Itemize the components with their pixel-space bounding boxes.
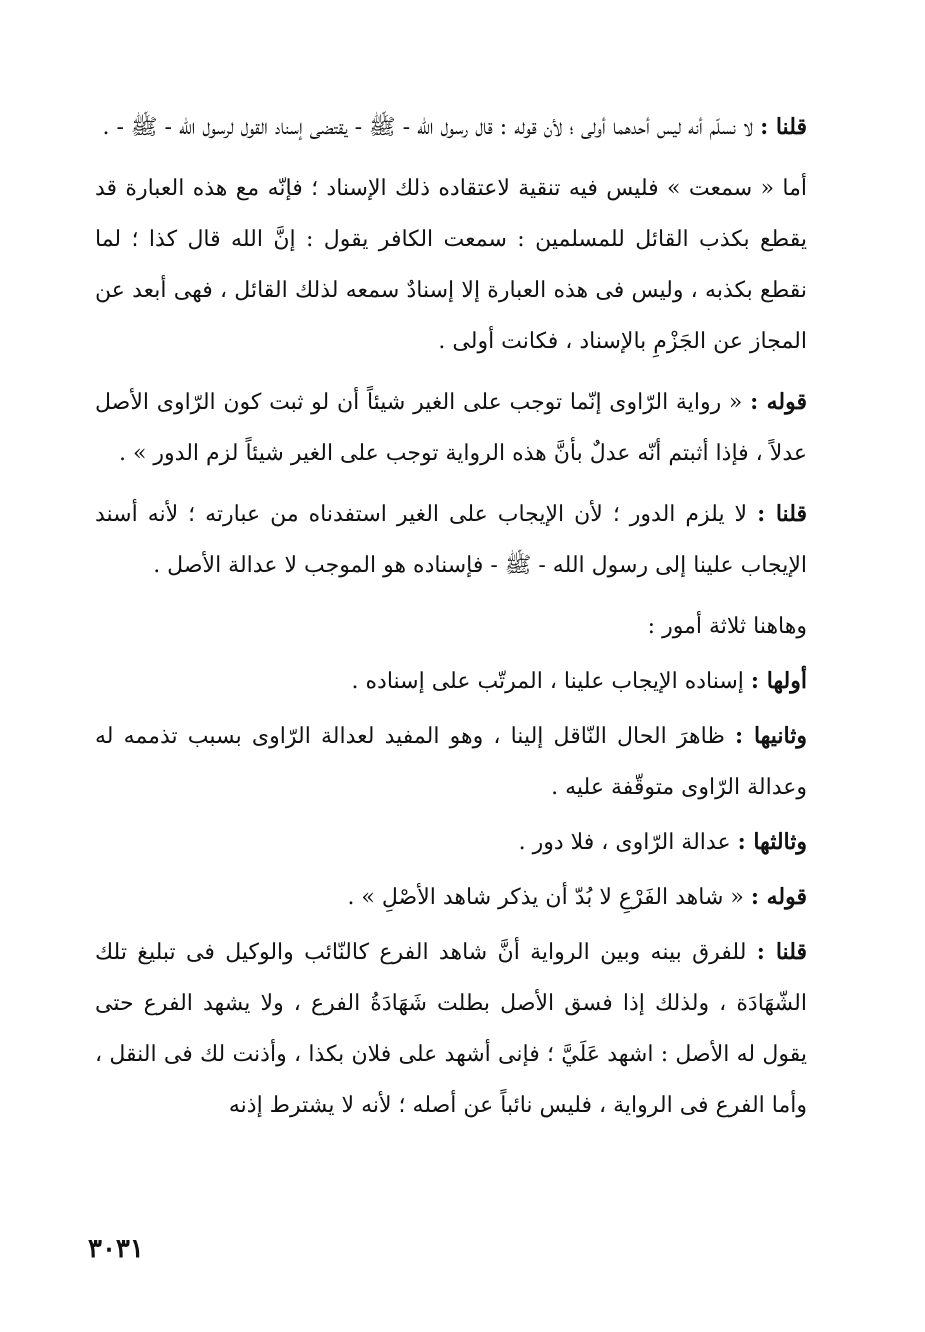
paragraph-text: لا نسلّم أنه ليس أحدهما أولى ؛ لأن قوله : قال رسول الله - ﷺ - يقتضى إسناد القول لرسول الله - ﷺ - . <box>102 115 761 140</box>
paragraph-10 <box>95 927 807 1131</box>
paragraph-3 <box>95 377 807 479</box>
paragraph-text: إسناده الإيجاب علينا ، المرتّب على إسناده . <box>351 669 751 694</box>
paragraph-lead: قلنا : <box>756 939 807 965</box>
paragraph-lead: قوله : <box>750 884 807 910</box>
paragraph-text: « شاهد الفَرْعِ لا بُدّ أن يذكر شاهد الأصْلِ » . <box>347 885 751 910</box>
paragraph-lead: وثانيها : <box>735 723 807 749</box>
paragraph-text: أما « سمعت » فليس فيه تنقية لاعتقاده ذلك الإسناد ؛ فإنّه مع هذه العبارة قد يقطع بكذب القائل للمسلمين : سمعت الكافر يقول : إنَّ الله قال كذا ؛ لما نقطع بكذبه ، وليس فى هذه العبارة إلا إسنادٌ سمعه لذلك القائل ، فهى أبعد عن المجاز عن الجَزْمِ بالإسناد ، فكانت أولى . <box>95 176 807 354</box>
paragraph-2 <box>95 163 807 367</box>
paragraph-lead: قلنا : <box>757 501 807 527</box>
paragraph-9 <box>95 872 807 923</box>
paragraph-5 <box>95 601 807 652</box>
paragraph-text: وهاهنا ثلاثة أمور : <box>647 614 807 639</box>
paragraph-lead: قوله : <box>750 389 807 415</box>
page-number: ٣٠٣١ <box>88 1234 144 1264</box>
paragraph-4 <box>95 489 807 591</box>
paragraph-text: ظاهرَ الحال النّاقل إلينا ، وهو المفيد لعدالة الرّاوى بسبب تذممه له وعدالة الرّاوى متوقّفة عليه . <box>95 724 807 800</box>
paragraph-1 <box>95 102 807 153</box>
paragraph-lead: قلنا : <box>760 114 807 140</box>
paragraph-7 <box>95 711 807 813</box>
paragraph-text: « رواية الرّاوى إنّما توجب على الغير شيئاً أن لو ثبت كون الرّاوى الأصل عدلاً ، فإذا أثبتم أنّه عدلٌ بأنَّ هذه الرواية توجب على الغير شيئاً لزم الدور » . <box>95 390 807 466</box>
paragraph-lead: وثالثها : <box>737 829 807 855</box>
paragraph-text: عدالة الرّاوى ، فلا دور . <box>518 830 738 855</box>
paragraph-text: لا يلزم الدور ؛ لأن الإيجاب على الغير استفدناه من عبارته ؛ لأنه أسند الإيجاب علينا إلى رسول الله - ﷺ - فإسناده هو الموجب لا عدالة الأصل . <box>95 502 807 578</box>
paragraph-text: للفرق بينه وبين الرواية أنَّ شاهد الفرع كالنّائب والوكيل فى تبليغ تلك الشّهَادَة ، ولذلك إذا فسق الأصل بطلت شَهَادَةُ الفرع ، ولا يشهد الفرع حتى يقول له الأصل : اشهد عَلَيَّ ؛ فإنى أشهد على فلان بكذا ، وأذنت لك فى النقل ، وأما الفرع فى الرواية ، فليس نائباً عن أصله ؛ لأنه لا يشترط إذنه <box>95 940 807 1118</box>
paragraph-lead: أولها : <box>750 668 807 694</box>
body-text <box>95 102 807 1135</box>
paragraph-6 <box>95 656 807 707</box>
paragraph-8 <box>95 817 807 868</box>
